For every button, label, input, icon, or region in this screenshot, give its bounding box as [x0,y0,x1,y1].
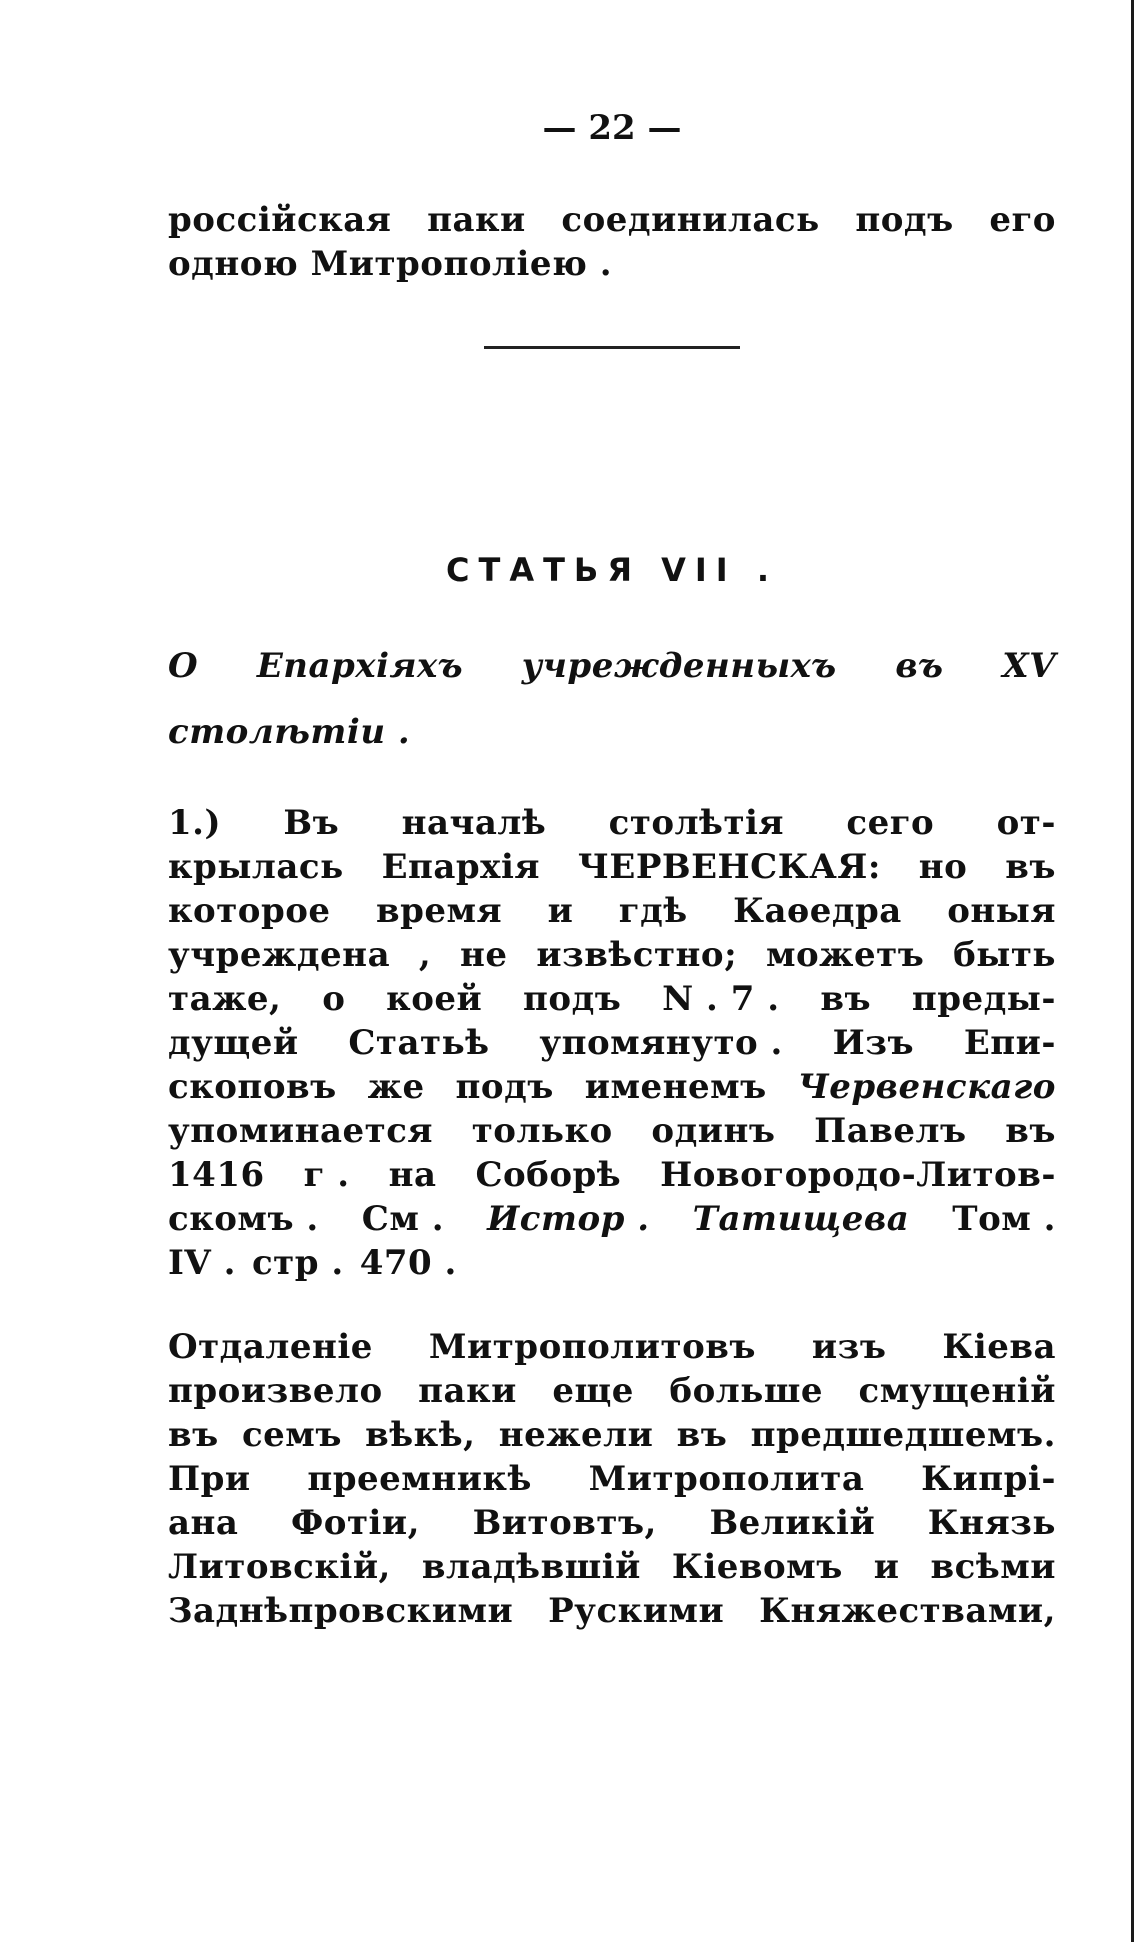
word: еще [552,1371,634,1411]
word: скомъ . [168,1199,319,1239]
text-line [168,1457,1056,1501]
text-line [168,1545,1056,1589]
word: Новогородо-Литов- [660,1155,1056,1195]
word: можетъ [765,935,925,975]
word: и [873,1547,900,1587]
word: подъ [523,979,622,1019]
word: крылась [168,847,344,887]
word: владѣвшій [421,1547,641,1587]
word: въ [168,1415,219,1455]
word: Епархіяхъ [256,646,464,686]
word: же [367,1067,425,1107]
word: извѣстно; [536,935,738,975]
word: , [418,935,432,975]
word: Великій [709,1503,876,1543]
word: учрежденныхъ [521,646,837,686]
word: преды- [911,979,1056,1019]
paragraph-1 [168,801,1056,1285]
word: столѣтія [608,803,785,843]
page-number: — 22 — [542,108,682,148]
text-line [168,1325,1056,1369]
word: гдѣ [618,891,688,931]
text-line [168,977,1056,1021]
word: г . [303,1155,350,1195]
text-line [168,242,1056,286]
word: 1.) [168,803,222,843]
word: от- [996,803,1056,843]
word: коей [386,979,483,1019]
paragraph-2 [168,1325,1056,1633]
word: смущеній [858,1371,1056,1411]
word: Том . [952,1199,1056,1239]
word: упомянуто . [539,1023,783,1063]
word: ана [168,1503,239,1543]
word: столѣтіи . [168,712,411,752]
subtitle-line [168,699,1056,765]
italic-word: Татищева [692,1199,910,1239]
text-line [168,1109,1056,1153]
word: Соборѣ [475,1155,622,1195]
word: въ [820,979,872,1019]
intro-text [168,198,1056,286]
word: паки [418,1371,517,1411]
text-line [168,1021,1056,1065]
word: При [168,1459,251,1499]
text-line [168,1065,1056,1109]
word: больше [669,1371,823,1411]
word: подъ [855,200,954,240]
text-line [168,1241,1056,1285]
word: на [388,1155,437,1195]
word: но [918,847,968,887]
word: Княжествами, [759,1591,1056,1631]
word: Отдаленіе [168,1327,373,1367]
text-line [168,198,1056,242]
word: россійская [168,200,392,240]
word: Фотіи, [291,1503,420,1543]
text-line [168,1197,1056,1241]
word: стр . [251,1243,344,1283]
word: Митрополита [588,1459,865,1499]
word: время [375,891,503,931]
word: его [989,200,1056,240]
page-edge-line [1131,0,1134,1942]
word: и [547,891,574,931]
word: въ [895,646,944,686]
text-line [168,801,1056,845]
word: упоминается [168,1111,434,1151]
section-divider [484,346,740,349]
text-line [168,845,1056,889]
word: въ [1005,847,1056,887]
text-line [168,1153,1056,1197]
word: сего [846,803,935,843]
word: скоповъ [168,1067,337,1107]
word: Князь [927,1503,1056,1543]
word: одною Митрополіею . [168,244,613,284]
word: Изъ [832,1023,915,1063]
word: Митрополитовъ [428,1327,756,1367]
word: учреждена [168,935,391,975]
word: Статьѣ [348,1023,490,1063]
word: Каѳедра [733,891,902,931]
word: дущей [168,1023,299,1063]
word: произвело [168,1371,383,1411]
word: быть [953,935,1056,975]
word: Рускими [548,1591,725,1631]
text-line [168,1501,1056,1545]
word: Въ [283,803,340,843]
word: О [168,646,199,686]
italic-word: Червенскаго [797,1067,1056,1107]
subtitle-line [168,633,1056,699]
word: всѣми [930,1547,1056,1587]
italic-word: Истор . [487,1199,650,1239]
word: оныя [947,891,1056,931]
word: вѣкѣ, [365,1415,476,1455]
word: Павелъ [814,1111,967,1151]
word: нежели [498,1415,654,1455]
word: Витовтъ, [472,1503,657,1543]
word: Епи- [963,1023,1056,1063]
word: См . [361,1199,445,1239]
word: таже, [168,979,282,1019]
word: началѣ [401,803,547,843]
article-subtitle [168,633,1056,765]
text-line [168,1413,1056,1457]
word: ЧЕРВЕНСКАЯ: [577,847,881,887]
book-page [168,100,1056,1633]
text-line [168,1369,1056,1413]
word: Заднѣпровскими [168,1591,514,1631]
word: Литовскій, [168,1547,391,1587]
word: Кіева [942,1327,1056,1367]
word: предшедшемъ. [750,1415,1056,1455]
word: подъ [455,1067,554,1107]
word: N . 7 . [662,979,780,1019]
word: въ [1005,1111,1056,1151]
word: 470 . [359,1243,457,1283]
word: Кіевомъ [671,1547,843,1587]
article-heading: СТАТЬЯ VII . [446,551,778,589]
word: паки [427,200,526,240]
word: семъ [241,1415,342,1455]
word: о [322,979,346,1019]
text-line [168,889,1056,933]
word: преемникѣ [307,1459,532,1499]
word: одинъ [651,1111,776,1151]
word: именемъ [584,1067,767,1107]
word: Епархія [381,847,540,887]
word: только [471,1111,613,1151]
text-line [168,1589,1056,1633]
word: которое [168,891,331,931]
word: въ [676,1415,728,1455]
word: IV . [168,1243,236,1283]
word: XV [1002,646,1056,686]
word: соединилась [561,200,820,240]
word: 1416 [168,1155,265,1195]
text-line [168,933,1056,977]
word: Кипрі- [921,1459,1056,1499]
word: изъ [811,1327,887,1367]
word: не [460,935,508,975]
